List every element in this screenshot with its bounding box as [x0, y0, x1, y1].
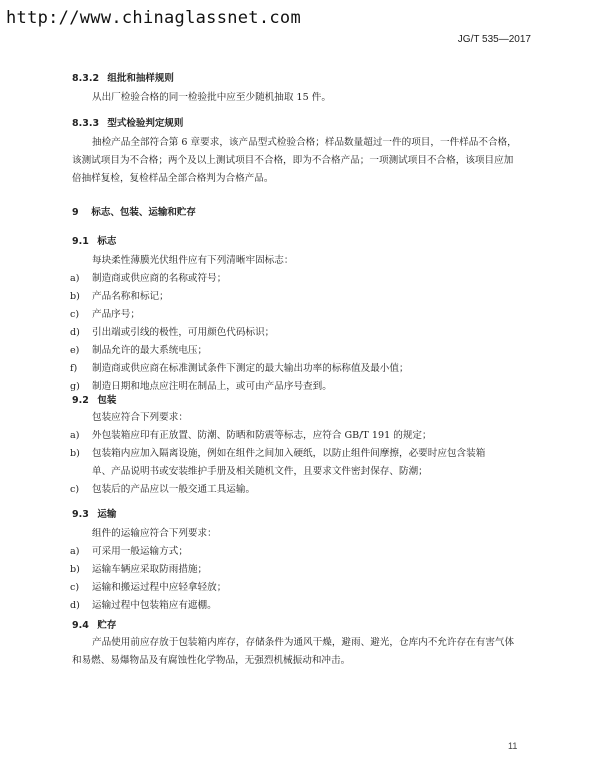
- section-title: 运输: [97, 509, 117, 520]
- section-title: 型式检验判定规则: [107, 118, 184, 129]
- section-9-4-line-2: 和易燃、易爆物品及有腐蚀性化学物品，无强烈机械振动和冲击。: [72, 655, 351, 666]
- list-item: f) 制造商或供应商在标准测试条件下测定的最大输出功率的标称值及最小值；: [70, 363, 409, 374]
- section-9-3-intro: 组件的运输应符合下列要求：: [92, 528, 217, 539]
- section-number: 9: [72, 207, 79, 218]
- list-item: b) 包装箱内应加入隔离设施，例如在组件之间加入硬纸，以防止组件间摩擦，必要时应包含装箱: [70, 448, 486, 459]
- list-item: c) 包装后的产品应以一般交通工具运输。: [70, 484, 256, 495]
- page-number: 11: [508, 741, 518, 751]
- section-title: 组批和抽样规则: [107, 73, 174, 84]
- list-item: c) 运输和搬运过程中应轻拿轻放；: [70, 582, 227, 593]
- section-9-1-heading: [72, 233, 116, 247]
- section-title: 标志、包装、运输和贮存: [91, 207, 196, 218]
- list-item: a) 制造商或供应商的名称或符号；: [70, 273, 227, 284]
- section-8-3-3-line-2: 该测试项目为不合格；两个及以上测试项目不合格，即为不合格产品；一项测试项目不合格，该项目应加: [72, 155, 514, 166]
- watermark-url: http://www.chinaglassnet.com: [6, 8, 301, 28]
- list-item: d) 运输过程中包装箱应有遮棚。: [70, 600, 217, 611]
- section-9-4-heading: [72, 617, 116, 631]
- section-8-3-3-line-3: 倍抽样复检，复检样品全部合格判为合格产品。: [72, 173, 274, 184]
- section-9-3-heading: [72, 506, 116, 520]
- list-item-continuation: 单、产品说明书或安装维护手册及相关随机文件，且要求文件密封保存、防潮；: [92, 466, 428, 477]
- section-number: 9.2: [72, 395, 89, 406]
- section-number: 9.3: [72, 509, 89, 520]
- section-number: 8.3.2: [72, 73, 100, 84]
- section-8-3-3-line-1: 抽检产品全部符合第 6 章要求，该产品型式检验合格；样品数量超过一件的项目，一件样品不合格，: [92, 137, 517, 148]
- document-number: JG/T 535—2017: [457, 34, 531, 45]
- section-title: 标志: [97, 236, 117, 247]
- section-8-3-2-heading: [72, 70, 174, 84]
- section-9-1-intro: 每块柔性薄膜光伏组件应有下列清晰牢固标志：: [92, 255, 294, 266]
- list-item: b) 产品名称和标记；: [70, 291, 169, 302]
- section-8-3-2-paragraph: 从出厂检验合格的同一检验批中应至少随机抽取 15 件。: [92, 92, 331, 103]
- section-9-2-intro: 包装应符合下列要求：: [92, 412, 188, 423]
- section-number: 9.4: [72, 620, 89, 631]
- section-9-2-heading: [72, 392, 116, 406]
- list-item: g) 制造日期和地点应注明在制品上，或可由产品序号查到。: [70, 381, 332, 392]
- list-item: e) 制品允许的最大系统电压；: [70, 345, 208, 356]
- section-number: 9.1: [72, 236, 89, 247]
- section-title: 包装: [97, 395, 117, 406]
- list-item: c) 产品序号；: [70, 309, 140, 320]
- list-item: a) 可采用一般运输方式；: [70, 546, 188, 557]
- section-9-4-line-1: 产品使用前应存放于包装箱内库存，存储条件为通风干燥，避雨、避光，仓库内不允许存在有害气体: [92, 637, 515, 648]
- section-8-3-3-heading: [72, 115, 183, 129]
- list-item: b) 运输车辆应采取防雨措施；: [70, 564, 208, 575]
- section-number: 8.3.3: [72, 118, 100, 129]
- list-item: a) 外包装箱应印有正放置、防潮、防晒和防震等标志，应符合 GB/T 191 的规定；: [70, 430, 432, 441]
- section-title: 贮存: [97, 620, 117, 631]
- section-9-heading: [72, 204, 196, 218]
- list-item: d) 引出端或引线的极性，可用颜色代码标识；: [70, 327, 275, 338]
